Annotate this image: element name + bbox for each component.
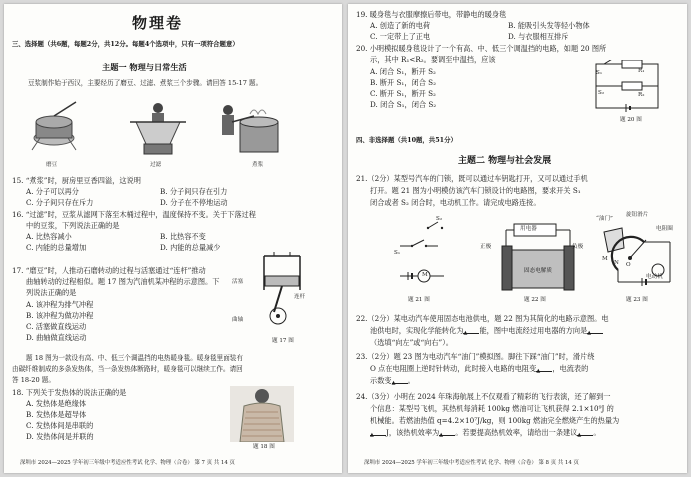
q24-line3: 机械能。若燃油热值 q=4.2×10⁷J/kg，则 100kg 燃油完全燃烧产生的热量为 xyxy=(370,416,620,425)
footer-left: 深圳市 2024—2025 学年初三年级中考适应性考试 化学、物理（合卷） 第 7 页 共 14 页 xyxy=(20,460,235,466)
label-r2: R₂ xyxy=(638,92,645,98)
solid-battery-diagram xyxy=(494,222,586,294)
label-throttle: “油门” xyxy=(596,216,613,222)
q20-stem-line2: 示，其中 R₁<R₂。要调至中温挡，应该 xyxy=(370,55,496,64)
q23-line4: 示数变▲ 。 xyxy=(370,376,415,386)
fig18-caption: 题 18 图 xyxy=(253,444,275,450)
section3-heading: 三、选择题（共6题，每题2分，共12分。每题4个选项中，只有一项符合题意） xyxy=(12,40,239,48)
caption-filtering: 过滤 xyxy=(150,162,162,168)
q17-stem-line2: 曲轴转动的过程相似。题 17 图为汽油机某冲程的示意图。下 xyxy=(26,277,220,286)
fig22-caption: 题 22 图 xyxy=(524,297,546,303)
label-crankshaft: 曲轴 xyxy=(232,317,244,323)
q22-line4: （选填“向左”或“向右”）。 xyxy=(370,338,453,347)
q24-line4: ▲ J，该热机效率为▲ 。若要提高热机效率，请给出一条建议▲ 。 xyxy=(370,428,601,438)
q19-option-a: A. 创造了新的电荷 xyxy=(370,21,431,30)
label-solid-electrolyte: 固态电解质 xyxy=(524,268,552,274)
label-21-s1: S₁ xyxy=(394,250,401,256)
grinding-photo xyxy=(32,102,76,150)
q20-option-d: D. 闭合 S₁，闭合 S₂ xyxy=(370,100,437,109)
q23-line1: 23.（2分）题 23 图为电动汽车“油门”模拟图。脚往下踩“油门”时，滑片绕 xyxy=(356,352,595,361)
theme2-heading: 主题二 物理与社会发展 xyxy=(458,156,552,166)
q22-blank-1[interactable]: ▲ xyxy=(463,327,479,334)
q23-blank-2[interactable]: ▲ xyxy=(392,377,408,384)
theme1-heading: 主题一 物理与日常生活 xyxy=(102,62,187,72)
q16-stem-line2: 中的豆浆，下列说法正确的是 xyxy=(26,221,120,230)
q22-line2: 池供电时，实现化学能转化为▲ 能，图中电流经过用电器的方向是▲ xyxy=(370,326,603,335)
q18-option-d: D. 发热体间是并联的 xyxy=(26,432,94,441)
exam-page-left xyxy=(4,4,342,473)
q22-line1: 22.（2分）某电动汽车使用固态电池供电，题 22 图为其简化的电路示意图。电 xyxy=(356,314,609,323)
q20-option-b: B. 断开 S₁，闭合 S₂ xyxy=(370,78,436,87)
q15-stem: 15. “煮浆”时，厨房里豆香四溢，这说明 xyxy=(12,176,141,185)
label-21-s2: S₂ xyxy=(436,216,443,222)
label-r1: R₁ xyxy=(638,68,645,74)
q20-option-c: C. 断开 S₁，断开 S₂ xyxy=(370,89,436,98)
label-positive: 正极 xyxy=(480,244,492,250)
q15-option-d: D. 分子在不停地运动 xyxy=(160,198,228,207)
process-photos xyxy=(18,92,318,162)
fig20-caption: 题 20 图 xyxy=(620,117,642,123)
fig17-caption: 题 17 图 xyxy=(272,338,294,344)
q18-option-a: A. 发热体是绝缘体 xyxy=(26,399,87,408)
q16-stem-line1: 16. “过滤”时，豆浆从滤网下落至木桶过程中，温度保持不变。关于下落过程 xyxy=(12,210,256,219)
q23-line2: O 点在电阻圈上逆时针转动，此时接入电路的电阻变▲ ，电流表的 xyxy=(370,364,589,374)
q17-option-d: D. 曲轴做直线运动 xyxy=(26,333,87,342)
paper-title: 物理卷 xyxy=(132,14,184,32)
q17-option-a: A. 该冲程为排气冲程 xyxy=(26,300,94,309)
q19-stem: 19. 暖身毯与衣服摩擦后带电，带静电的暖身毯 xyxy=(356,10,507,19)
q17-option-c: C. 活塞做直线运动 xyxy=(26,322,87,331)
caption-grinding: 磨豆 xyxy=(46,162,58,168)
q19-option-c: C. 一定带上了正电 xyxy=(370,32,431,41)
heating-blanket-photo xyxy=(230,386,294,442)
label-connecting-rod: 连杆 xyxy=(294,294,306,300)
q18-option-b: B. 发热体是超导体 xyxy=(26,410,87,419)
q21-line3: 闭合或者 S₂ 闭合时，电动机工作。请完成电路连接。 xyxy=(370,198,541,207)
label-resistance-coil: 电阻圈 xyxy=(656,226,673,232)
q24-blank-2[interactable]: ▲ xyxy=(439,429,455,436)
q22-blank-2[interactable]: ▲ xyxy=(587,327,603,334)
label-s2: S₂ xyxy=(598,90,605,96)
q17-stem-line3: 列说法正确的是 xyxy=(26,288,77,297)
q21-line2: 打开。题 21 图为小明模仿该汽车门锁设计的电路图，要求开关 S₁ xyxy=(370,186,581,195)
q17-stem-line1: 17. “磨豆”时，人推动石磨转动的过程与活塞通过“连杆”推动 xyxy=(12,266,206,275)
label-point-o: O xyxy=(626,262,631,268)
section4-heading: 四、非选择题（共10题，共51分） xyxy=(356,136,457,144)
q21-line1: 21.（2分）某型号汽车的门锁，既可以通过车钥匙打开，又可以通过手机 xyxy=(356,174,588,183)
filtering-photo xyxy=(130,103,186,154)
q16-option-a: A. 比热容减小 xyxy=(26,232,72,241)
footer-right: 深圳市 2024—2025 学年初三年级中考适应性考试 化学、物理（合卷） 第 8 页 共 14 页 xyxy=(364,460,579,466)
q24-line1: 24.（3分）小明在 2024 年珠海航展上不仅观看了精彩的飞行表演，还了解到一 xyxy=(356,392,611,401)
label-motor: 电动机 xyxy=(646,274,663,280)
label-point-n: N xyxy=(614,260,619,266)
q24-blank-1[interactable]: ▲ xyxy=(370,429,386,436)
q18-stem: 18. 下列关于发热体的说法正确的是 xyxy=(12,388,127,397)
q24-line2: 个信息：某型号飞机，其热机每消耗 100kg 燃油可让飞机获得 2.1×10⁹J 的 xyxy=(370,404,614,413)
q16-option-b: B. 比热容不变 xyxy=(160,232,206,241)
para18-line1: 题 18 图为一款设有高、中、低三个调温挡的电热暖身毯。暖身毯里面装有 xyxy=(26,354,243,362)
q20-option-a: A. 闭合 S₁，断开 S₂ xyxy=(370,67,436,76)
circuit-diagram-21 xyxy=(392,216,460,294)
q15-option-b: B. 分子间只存在引力 xyxy=(160,187,228,196)
label-negative: 负极 xyxy=(572,244,584,250)
q16-option-d: D. 内能的总量减少 xyxy=(160,243,221,252)
label-21-m: M xyxy=(422,272,428,278)
boiling-photo xyxy=(222,105,278,152)
fig23-caption: 题 23 图 xyxy=(626,297,648,303)
q18-option-c: C. 发热体间是串联的 xyxy=(26,421,94,430)
label-knob-slider: 旋钮滑片 xyxy=(626,212,649,218)
label-point-m: M xyxy=(602,256,608,262)
label-appliance: 用电器 xyxy=(520,226,537,232)
q23-blank-1[interactable]: ▲ xyxy=(536,365,552,372)
intro-text: 豆浆制作始于西汉，主要经历了磨豆、过滤、煮浆三个步骤。请回答 15-17 题。 xyxy=(28,79,263,87)
para18-line2: 由碳纤维制成的多条发热体，当一条发热体断路时，暖身毯可以继续工作。请回 xyxy=(12,365,243,373)
label-piston: 活塞 xyxy=(232,279,244,285)
q20-stem-line1: 20. 小明模拟暖身毯设计了一个有高、中、低三个调温挡的电路，如题 20 图所 xyxy=(356,44,607,53)
para18-line3: 答 18-20 题。 xyxy=(12,376,55,384)
fig21-caption: 题 21 图 xyxy=(408,297,430,303)
exam-page-right xyxy=(348,4,687,473)
q19-option-d: D. 与衣服相互排斥 xyxy=(508,32,569,41)
q15-option-c: C. 分子间只存在斥力 xyxy=(26,198,94,207)
q17-option-b: B. 该冲程为做功冲程 xyxy=(26,311,94,320)
q24-blank-3[interactable]: ▲ xyxy=(577,429,593,436)
label-s1: S₁ xyxy=(596,70,603,76)
circuit-diagram-20 xyxy=(592,60,662,112)
q19-option-b: B. 能吸引头发等轻小物体 xyxy=(508,21,590,30)
caption-boiling: 煮浆 xyxy=(252,162,264,168)
q15-option-a: A. 分子可以再分 xyxy=(26,187,79,196)
q16-option-c: C. 内能的总量增加 xyxy=(26,243,87,252)
